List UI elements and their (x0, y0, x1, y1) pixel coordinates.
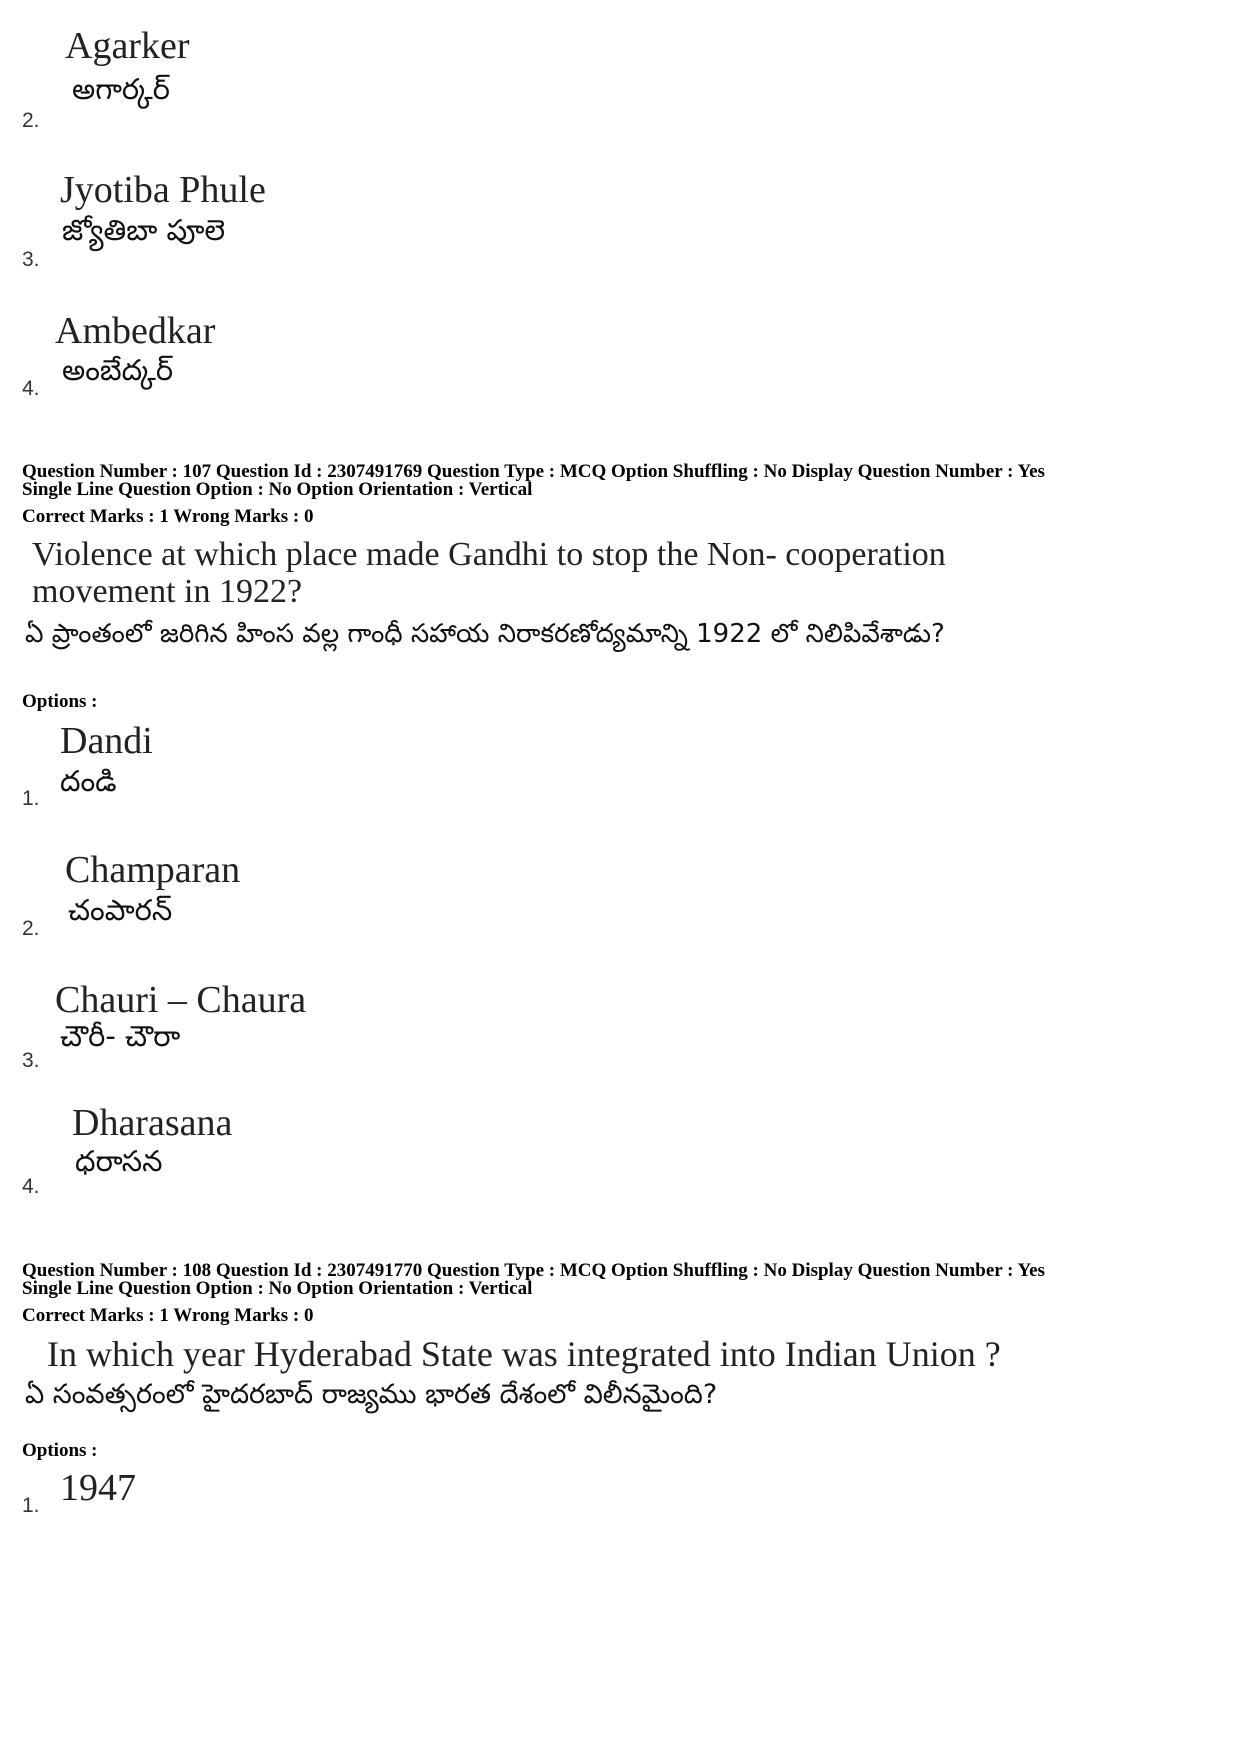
option-4-number: 4. (22, 377, 40, 400)
q108-marks: Correct Marks : 1 Wrong Marks : 0 (22, 1305, 314, 1326)
q107-option-3-number: 3. (22, 1049, 40, 1072)
q107-option-2-telugu: చంపారన్ (68, 893, 173, 927)
q107-option-1-number: 1. (22, 787, 40, 810)
option-2-number: 2. (22, 109, 40, 132)
q107-option-1-telugu: దండి (60, 764, 117, 798)
q107-meta-line1: Question Number : 107 Question Id : 2307491769 Question Type : MCQ Option Shuffling : No Display Question Number : Yes (22, 461, 1045, 482)
q107-option-3-telugu: చౌరీ- చౌరా (60, 1019, 181, 1053)
q108-options-label: Options : (22, 1440, 98, 1461)
q107-question-english-line2: movement in 1922? (32, 573, 303, 610)
q107-option-4-english: Dharasana (72, 1102, 233, 1144)
q108-meta-line1: Question Number : 108 Question Id : 2307491770 Question Type : MCQ Option Shuffling : No Display Question Number : Yes (22, 1260, 1045, 1281)
q107-marks: Correct Marks : 1 Wrong Marks : 0 (22, 506, 314, 527)
q108-question-telugu: ఏ సంవత్సరంలో హైదరబాద్ రాజ్యము భారత దేశంలో విలీనమైంది? (25, 1379, 718, 1410)
option-4-telugu: అంబేద్కర్ (62, 353, 174, 387)
q107-question-english-line1: Violence at which place made Gandhi to stop the Non- cooperation (32, 536, 946, 573)
option-3-english: Jyotiba Phule (60, 169, 266, 211)
option-4-english: Ambedkar (55, 310, 216, 352)
q107-option-1-english: Dandi (60, 720, 153, 762)
option-3-number: 3. (22, 248, 40, 271)
q107-options-label: Options : (22, 691, 98, 712)
q108-option-1-number: 1. (22, 1494, 40, 1517)
q107-option-3-english: Chauri – Chaura (55, 979, 307, 1021)
q107-option-2-english: Champaran (65, 849, 241, 891)
option-2-english: Agarker (65, 25, 190, 67)
q107-option-4-telugu: ధరాసన (75, 1144, 163, 1178)
q107-meta-line2: Single Line Question Option : No Option Orientation : Vertical (22, 479, 533, 500)
q107-option-4-number: 4. (22, 1175, 40, 1198)
option-3-telugu: జ్యోతిబా పూలె (62, 213, 226, 247)
q107-question-telugu: ఏ ప్రాంతంలో జరిగిన హింస వల్ల గాంధీ సహాయ నిరాకరణోద్యమాన్ని 1922 లో నిలిపివేశాడు? (25, 619, 945, 649)
q108-meta-line2: Single Line Question Option : No Option Orientation : Vertical (22, 1278, 533, 1299)
q108-question-english: In which year Hyderabad State was integrated into Indian Union ? (47, 1334, 1001, 1374)
option-2-telugu: అగార్కర్ (72, 72, 170, 106)
q107-option-2-number: 2. (22, 917, 40, 940)
q108-option-1-english: 1947 (60, 1467, 136, 1509)
